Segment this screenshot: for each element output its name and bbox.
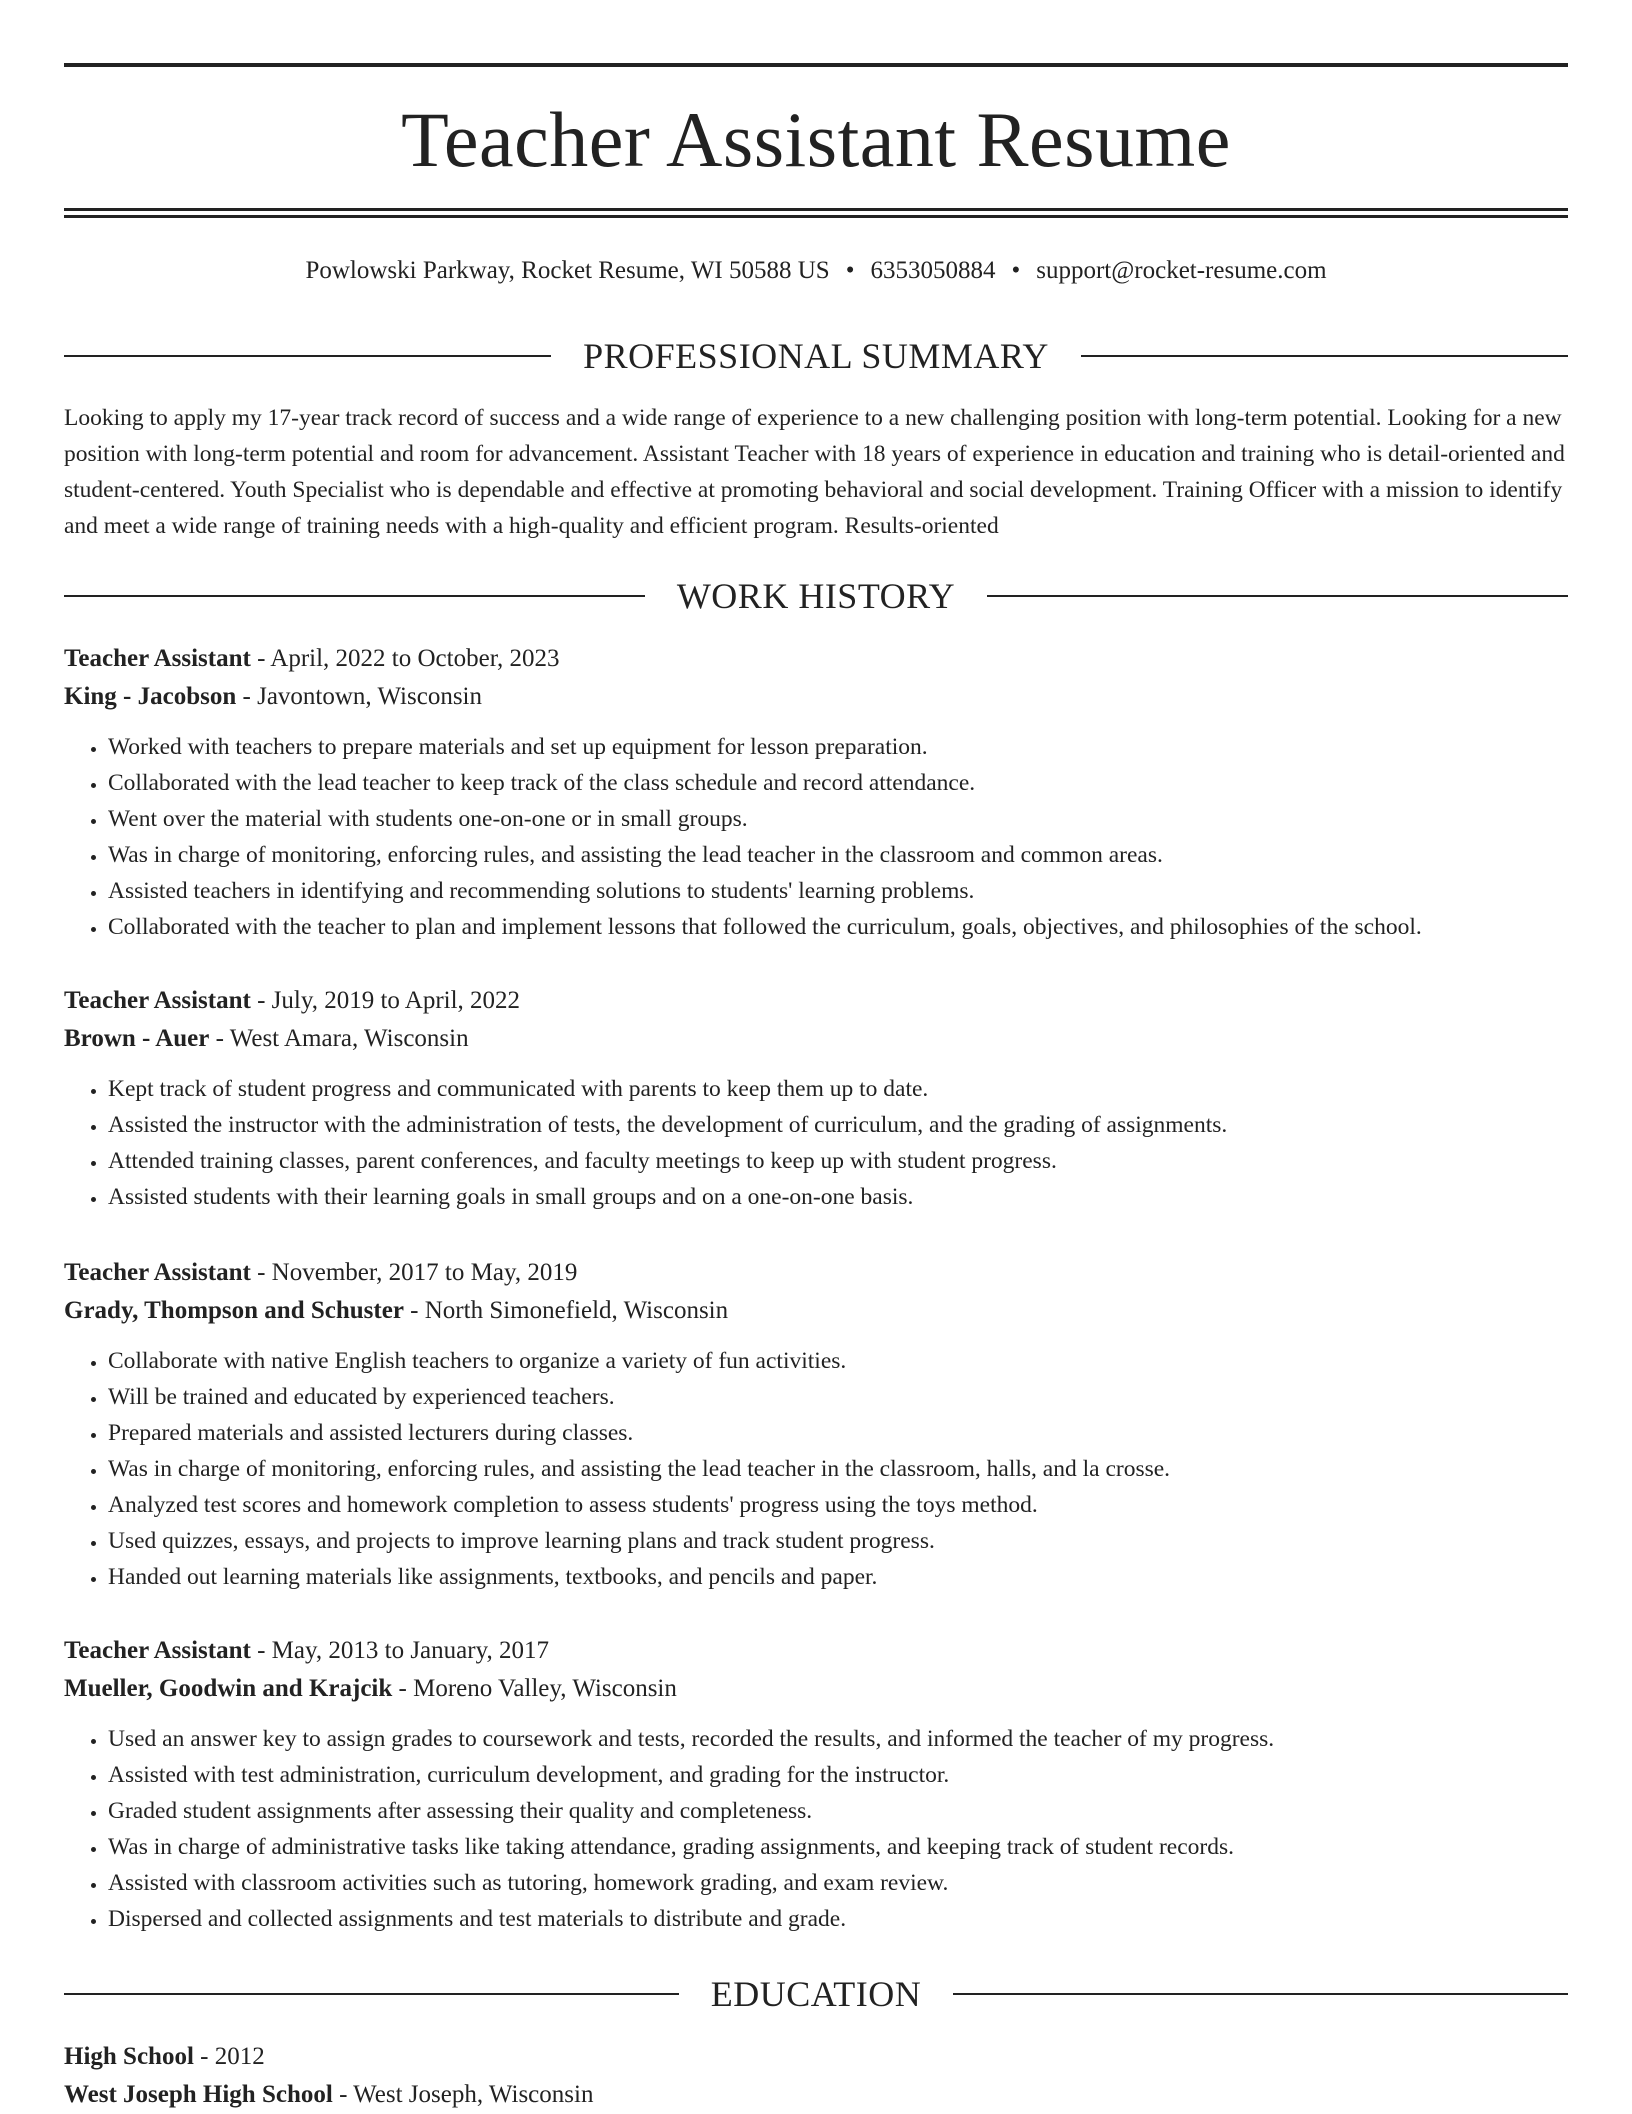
section-header-summary — [64, 334, 1568, 378]
job-entry — [64, 982, 1568, 1215]
education-degree-line — [64, 2038, 1568, 2076]
job-location: - North Simonefield, Wisconsin — [403, 1297, 729, 1324]
job-title-line — [64, 1254, 1568, 1292]
job-bullet: • Graded student assignments after assessing their quality and completeness. — [108, 1793, 1568, 1829]
job-company-line — [64, 1670, 1568, 1708]
job-bullet: • Handed out learning materials like assignments, textbooks, and pencils and paper. — [108, 1559, 1568, 1595]
job-entry — [64, 1254, 1568, 1595]
job-dates: - July, 2019 to April, 2022 — [250, 987, 521, 1014]
job-location: - Javontown, Wisconsin — [236, 683, 483, 710]
job-bullet: • Was in charge of administrative tasks like taking attendance, grading assignments, and keeping track of student records. — [108, 1829, 1568, 1865]
job-title-line — [64, 1632, 1568, 1670]
job-bullets — [64, 1343, 1568, 1595]
job-title: Teacher Assistant — [64, 645, 251, 672]
job-company-line — [64, 678, 1568, 716]
job-entry — [64, 1632, 1568, 1937]
contact-line — [64, 255, 1568, 287]
education-entry — [64, 2038, 1568, 2114]
contact-phone: 6353050884 — [870, 257, 996, 284]
job-title: Teacher Assistant — [64, 987, 251, 1014]
job-entry — [64, 640, 1568, 945]
job-bullet: • Prepared materials and assisted lecturers during classes. — [108, 1415, 1568, 1451]
top-rule — [64, 63, 1568, 67]
section-rule — [953, 1993, 1568, 1995]
professional-summary-text: Looking to apply my 17-year track record of success and a wide range of experience to a new challenging position with long-term potential. Looking for a new position with long-term potential and room for advancement. Assistant Teacher with 18 years of experience in education and training who is detail-oriented and student-centered. Youth Specialist who is dependable and effective at promoting behavioral and social development. Training Officer with a mission to identify and meet a wide range of training needs with a high-quality and efficient program. Results-oriented — [64, 405, 1565, 539]
title-rule-upper — [64, 208, 1568, 211]
section-header-education — [64, 1972, 1568, 2016]
education-degree: High School — [64, 2043, 194, 2070]
education-location: - West Joseph, Wisconsin — [332, 2081, 594, 2108]
contact-separator: • — [845, 257, 855, 284]
job-bullet: • Was in charge of monitoring, enforcing rules, and assisting the lead teacher in the classroom and common areas. — [108, 837, 1568, 873]
job-bullets — [64, 1721, 1568, 1937]
section-rule — [1081, 355, 1568, 357]
job-bullet: • Collaborated with the teacher to plan and implement lessons that followed the curriculum, goals, objectives, and philosophies of the school. — [108, 909, 1568, 945]
job-bullet: • Used quizzes, essays, and projects to improve learning plans and track student progress. — [108, 1523, 1568, 1559]
contact-separator: • — [1011, 257, 1021, 284]
job-bullet: • Assisted teachers in identifying and recommending solutions to students' learning problems. — [108, 873, 1568, 909]
section-rule — [64, 595, 645, 597]
section-rule — [64, 1993, 679, 1995]
education-school: West Joseph High School — [64, 2081, 333, 2108]
job-bullet: • Collaborate with native English teachers to organize a variety of fun activities. — [108, 1343, 1568, 1379]
job-dates: - April, 2022 to October, 2023 — [250, 645, 560, 672]
job-dates: - November, 2017 to May, 2019 — [250, 1259, 578, 1286]
contact-address: Powlowski Parkway, Rocket Resume, WI 50588 US — [305, 257, 830, 284]
job-bullet: • Dispersed and collected assignments and test materials to distribute and grade. — [108, 1901, 1568, 1937]
section-rule — [987, 595, 1568, 597]
job-company-line — [64, 1292, 1568, 1330]
job-company: King - Jacobson — [64, 683, 237, 710]
job-bullets — [64, 729, 1568, 945]
job-title: Teacher Assistant — [64, 1259, 251, 1286]
job-title: Teacher Assistant — [64, 1637, 251, 1664]
job-bullet: • Went over the material with students one-on-one or in small groups. — [108, 801, 1568, 837]
job-bullet: • Used an answer key to assign grades to coursework and tests, recorded the results, and informed the teacher of my progress. — [108, 1721, 1568, 1757]
job-bullet: • Will be trained and educated by experienced teachers. — [108, 1379, 1568, 1415]
section-title-work: WORK HISTORY — [676, 576, 956, 616]
job-company-line — [64, 1020, 1568, 1058]
job-bullet: • Kept track of student progress and communicated with parents to keep them up to date. — [108, 1071, 1568, 1107]
job-bullet: • Attended training classes, parent conferences, and faculty meetings to keep up with student progress. — [108, 1143, 1568, 1179]
job-company: Brown - Auer — [64, 1025, 210, 1052]
contact-email: support@rocket-resume.com — [1036, 257, 1327, 284]
section-header-work — [64, 574, 1568, 618]
job-bullets — [64, 1071, 1568, 1215]
title-rule-lower — [64, 215, 1568, 218]
job-bullet: • Assisted students with their learning goals in small groups and on a one-on-one basis. — [108, 1179, 1568, 1215]
job-bullet: • Assisted the instructor with the administration of tests, the development of curriculum, and the grading of assignments. — [108, 1107, 1568, 1143]
resume-title: Teacher Assistant Resume — [401, 96, 1231, 183]
job-location: - West Amara, Wisconsin — [209, 1025, 469, 1052]
job-location: - Moreno Valley, Wisconsin — [392, 1675, 677, 1702]
section-rule — [64, 355, 551, 357]
job-dates: - May, 2013 to January, 2017 — [250, 1637, 549, 1664]
job-bullet: • Assisted with test administration, curriculum development, and grading for the instructor. — [108, 1757, 1568, 1793]
job-bullet: • Worked with teachers to prepare materials and set up equipment for lesson preparation. — [108, 729, 1568, 765]
section-title-education: EDUCATION — [710, 1974, 922, 2014]
job-bullet: • Was in charge of monitoring, enforcing rules, and assisting the lead teacher in the classroom, halls, and la crosse. — [108, 1451, 1568, 1487]
job-bullet: • Collaborated with the lead teacher to keep track of the class schedule and record attendance. — [108, 765, 1568, 801]
job-title-line — [64, 982, 1568, 1020]
education-year: - 2012 — [193, 2043, 265, 2070]
job-company: Grady, Thompson and Schuster — [64, 1297, 404, 1324]
job-bullet: • Assisted with classroom activities such as tutoring, homework grading, and exam review. — [108, 1865, 1568, 1901]
job-bullet: • Analyzed test scores and homework completion to assess students' progress using the toys method. — [108, 1487, 1568, 1523]
section-title-summary: PROFESSIONAL SUMMARY — [583, 336, 1049, 376]
job-title-line — [64, 640, 1568, 678]
education-school-line — [64, 2076, 1568, 2114]
job-company: Mueller, Goodwin and Krajcik — [64, 1675, 393, 1702]
